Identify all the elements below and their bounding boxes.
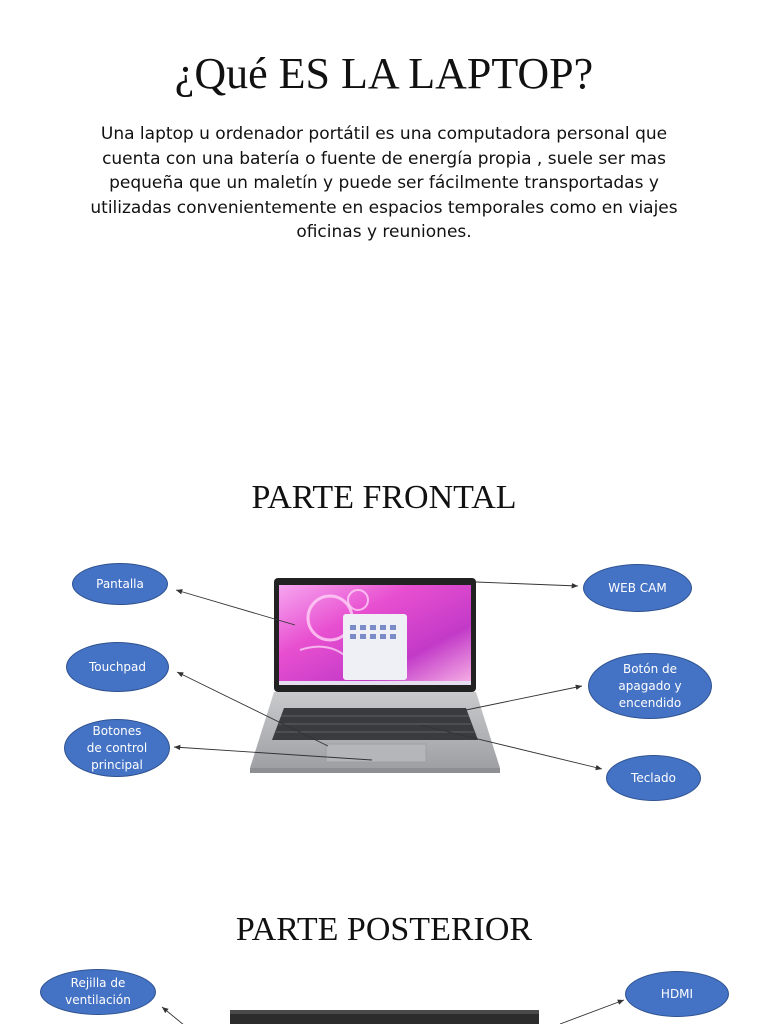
label-pantalla: Pantalla (72, 563, 168, 605)
laptop-front-image (250, 578, 500, 773)
label-hdmi: HDMI (625, 971, 729, 1017)
label-webcam: WEB CAM (583, 564, 692, 612)
label-rejilla-ventilacion: Rejilla de ventilación (40, 969, 156, 1015)
arrow-webcam (476, 582, 578, 586)
label-teclado: Teclado (606, 755, 701, 801)
arrow-rejilla (162, 1007, 190, 1024)
arrow-hdmi (560, 1000, 624, 1024)
page-title: ¿Qué ES LA LAPTOP? (174, 49, 594, 98)
front-section-title: PARTE FRONTAL (251, 479, 517, 516)
laptop-back-image (230, 1010, 539, 1024)
arrow-power (466, 686, 582, 710)
intro-paragraph: Una laptop u ordenador portátil es una computadora personal que cuenta con una batería o fuente de energía propia , suele ser mas pequeña que un maletín y puede ser fácilmente transportadas y utilizadas convenientemente en espacios temporales como en viajes oficinas y reuniones. (90, 124, 678, 242)
label-boton-encendido: Botón de apagado y encendido (588, 653, 712, 719)
back-section-title: PARTE POSTERIOR (235, 911, 533, 948)
label-touchpad: Touchpad (66, 642, 169, 692)
label-botones-control: Botones de control principal (64, 719, 170, 777)
